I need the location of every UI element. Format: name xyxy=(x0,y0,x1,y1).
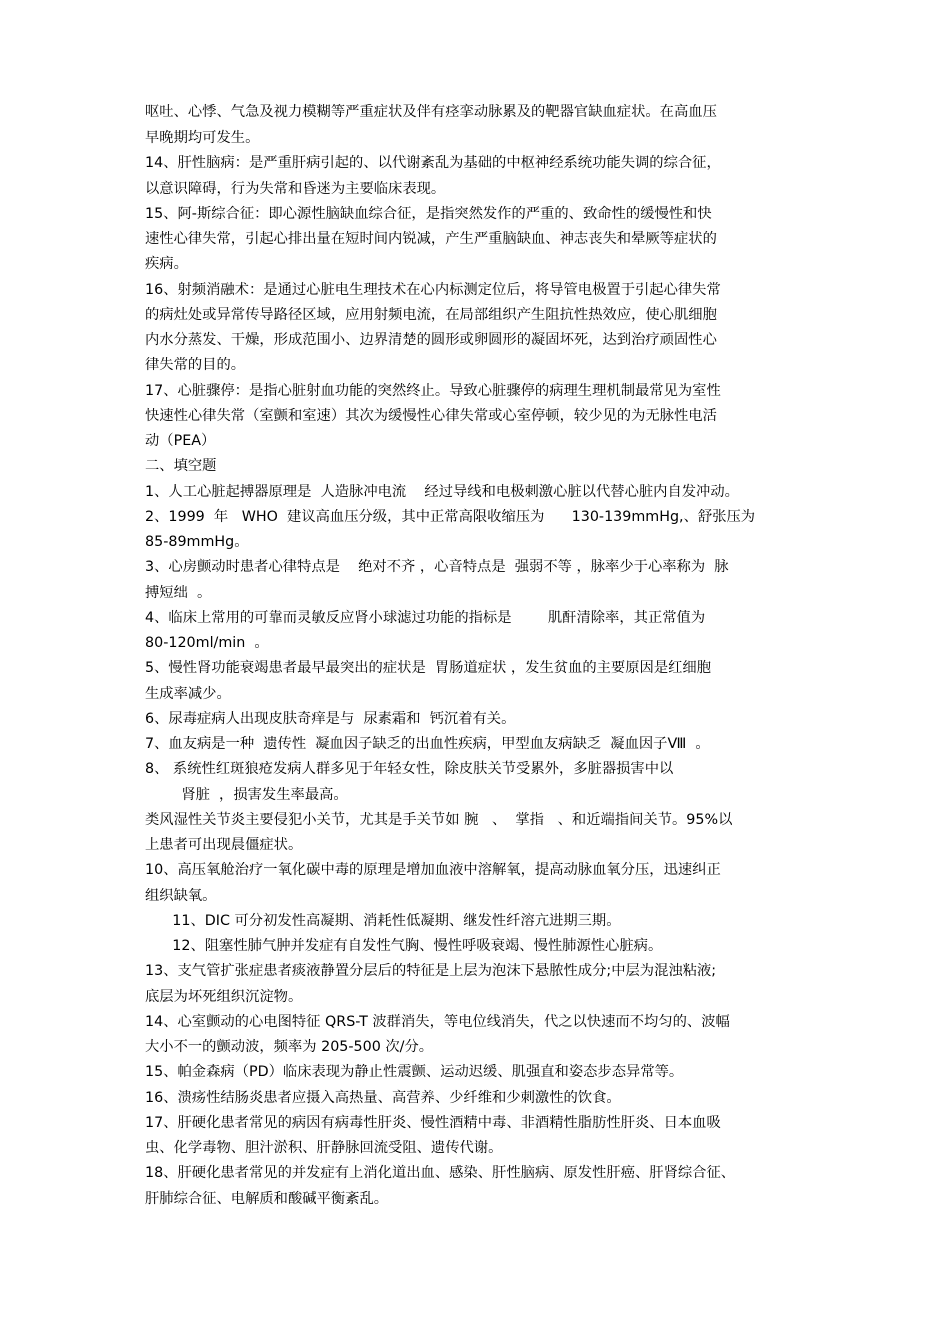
text-line: 底层为坏死组织沉淀物。 xyxy=(145,989,303,1005)
text-line: 16、溃疡性结肠炎患者应摄入高热量、高营养、少纤维和少刺激性的饮食。 xyxy=(145,1090,621,1106)
text-line: 85-89mmHg。 xyxy=(145,534,249,550)
text-line: 快速性心律失常（室颤和室速）其次为缓慢性心律失常或心室停顿，较少见的为无脉性电活 xyxy=(145,408,717,424)
text-line: 生成率减少。 xyxy=(145,686,231,702)
text-line: 17、心脏骤停：是指心脏射血功能的突然终止。导致心脏骤停的病理生理机制最常见为室性 xyxy=(145,383,721,399)
text-line: 律失常的目的。 xyxy=(145,357,246,373)
text-line: 动（PEA） xyxy=(145,433,216,449)
text-line: 上患者可出现晨僵症状。 xyxy=(145,837,303,853)
section-heading: 二、填空题 xyxy=(145,458,217,474)
text-line: 16、射频消融术：是通过心脏电生理技术在心内标测定位后，将导管电极置于引起心律失常 xyxy=(145,282,721,298)
text-line: 14、肝性脑病：是严重肝病引起的、以代谢紊乱为基础的中枢神经系统功能失调的综合征， xyxy=(145,155,721,171)
text-line: 2、1999 年 WHO 建议高血压分级，其中正常高限收缩压为 130-139mmHg,、舒张压为 xyxy=(145,509,756,525)
text-line: 呕吐、心悸、气急及视力模糊等严重症状及伴有痉挛动脉累及的靶器官缺血症状。在高血压 xyxy=(145,104,717,120)
text-line: 12、阻塞性肺气肿并发症有自发性气胸、慢性呼吸衰竭、慢性肺源性心脏病。 xyxy=(145,938,663,954)
text-line: 的病灶处或异常传导路径区域，应用射频电流，在局部组织产生阻抗性热效应，使心肌细胞 xyxy=(145,307,717,323)
text-line: 18、肝硬化患者常见的并发症有上消化道出血、感染、肝性脑病、原发性肝癌、肝肾综合征、 xyxy=(145,1165,736,1181)
text-line: 早晚期均可发生。 xyxy=(145,130,260,146)
text-line: 8、 系统性红斑狼疮发病人群多见于年轻女性，除皮肤关节受累外，多脏器损害中以 xyxy=(145,761,674,777)
text-line: 3、心房颤动时患者心律特点是 绝对不齐 ，心音特点是 强弱不等 ，脉率少于心率称为 脉 xyxy=(145,559,729,575)
text-line: 80-120ml/min 。 xyxy=(145,635,269,651)
text-line: 14、心室颤动的心电图特征 QRS-T 波群消失，等电位线消失，代之以快速而不均匀的、波幅 xyxy=(145,1014,730,1030)
text-line: 7、血友病是一种 遗传性 凝血因子缺乏的出血性疾病，甲型血友病缺乏 凝血因子Ⅷ 。 xyxy=(145,736,710,752)
text-line: 6、尿毒症病人出现皮肤奇痒是与 尿素霜和 钙沉着有关。 xyxy=(145,711,516,727)
text-line: 13、支气管扩张症患者痰液静置分层后的特征是上层为泡沫下悬脓性成分;中层为混浊粘液; xyxy=(145,963,717,979)
text-line: 5、慢性肾功能衰竭患者最早最突出的症状是 胃肠道症状 ，发生贫血的主要原因是红细胞 xyxy=(145,660,712,676)
text-line: 组织缺氧。 xyxy=(145,888,217,904)
text-line: 1、人工心脏起搏器原理是 人造脉冲电流 经过导线和电极刺激心脏以代替心脏内自发冲动。 xyxy=(145,484,739,500)
text-line: 类风湿性关节炎主要侵犯小关节，尤其是手关节如 腕 、 掌指 、和近端指间关节。95%以 xyxy=(145,812,733,828)
text-line: 肝肺综合征、电解质和酸碱平衡紊乱。 xyxy=(145,1191,389,1207)
text-line: 搏短绌 。 xyxy=(145,585,212,601)
text-line: 11、DIC 可分初发性高凝期、消耗性低凝期、继发性纤溶亢进期三期。 xyxy=(145,913,621,929)
text-line: 15、阿-斯综合征：即心源性脑缺血综合征，是指突然发作的严重的、致命性的缓慢性和快 xyxy=(145,206,712,222)
text-line: 速性心律失常，引起心排出量在短时间内锐减，产生严重脑缺血、神志丧失和晕厥等症状的 xyxy=(145,231,717,247)
text-line: 大小不一的颤动波，频率为 205-500 次/分。 xyxy=(145,1039,434,1055)
text-line: 肾脏 ，损害发生率最高。 xyxy=(145,787,348,803)
text-line: 以意识障碍，行为失常和昏迷为主要临床表现。 xyxy=(145,181,446,197)
text-line: 17、肝硬化患者常见的病因有病毒性肝炎、慢性酒精中毒、非酒精性脂肪性肝炎、日本血吸 xyxy=(145,1115,721,1131)
text-line: 虫、化学毒物、胆汁淤积、肝静脉回流受阻、遗传代谢。 xyxy=(145,1140,503,1156)
text-line: 内水分蒸发、干燥，形成范围小、边界清楚的圆形或卵圆形的凝固坏死，达到治疗顽固性心 xyxy=(145,332,717,348)
text-line: 15、帕金森病（PD）临床表现为静止性震颤、运动迟缓、肌强直和姿态步态异常等。 xyxy=(145,1064,684,1080)
text-line: 4、临床上常用的可靠而灵敏反应肾小球滤过功能的指标是 肌酐清除率，其正常值为 xyxy=(145,610,706,626)
text-line: 10、高压氧舱治疗一氧化碳中毒的原理是增加血液中溶解氧，提高动脉血氧分压，迅速纠正 xyxy=(145,862,721,878)
text-line: 疾病。 xyxy=(145,256,188,272)
